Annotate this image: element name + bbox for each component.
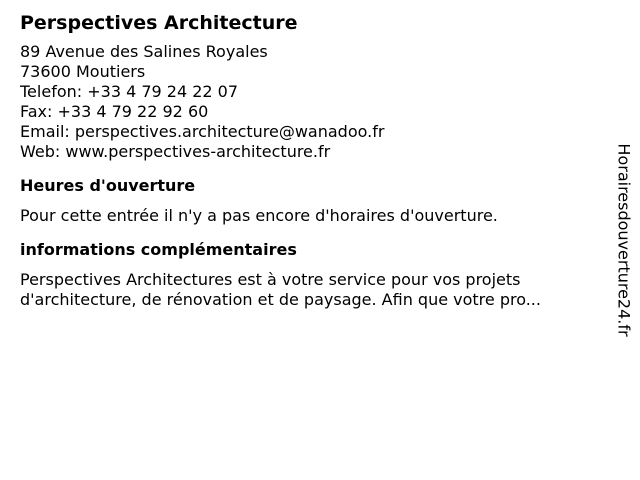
opening-hours-text: Pour cette entrée il n'y a pas encore d'horaires d'ouverture. — [20, 206, 498, 225]
more-info-line-1: Perspectives Architectures est à votre service pour vos projets — [20, 270, 521, 289]
address-city: 73600 Moutiers — [20, 62, 146, 81]
phone-number: Telefon: +33 4 79 24 22 07 — [20, 82, 239, 101]
business-name: Perspectives Architecture — [20, 12, 298, 34]
site-watermark — [612, 132, 636, 348]
website-address: Web: www.perspectives-architecture.fr — [20, 142, 331, 161]
business-card — [20, 10, 600, 310]
fax-number: Fax: +33 4 79 22 92 60 — [20, 102, 209, 121]
more-info-line-2: d'architecture, de rénovation et de paysage. Afin que votre pro... — [20, 290, 541, 309]
opening-hours-heading: Heures d'ouverture — [20, 176, 196, 195]
more-info-heading: informations complémentaires — [20, 240, 297, 259]
site-watermark-text: Horairesdouverture24.fr — [615, 143, 635, 337]
email-address: Email: perspectives.architecture@wanadoo.fr — [20, 122, 385, 141]
address-street: 89 Avenue des Salines Royales — [20, 42, 268, 61]
more-info-text — [20, 270, 600, 310]
